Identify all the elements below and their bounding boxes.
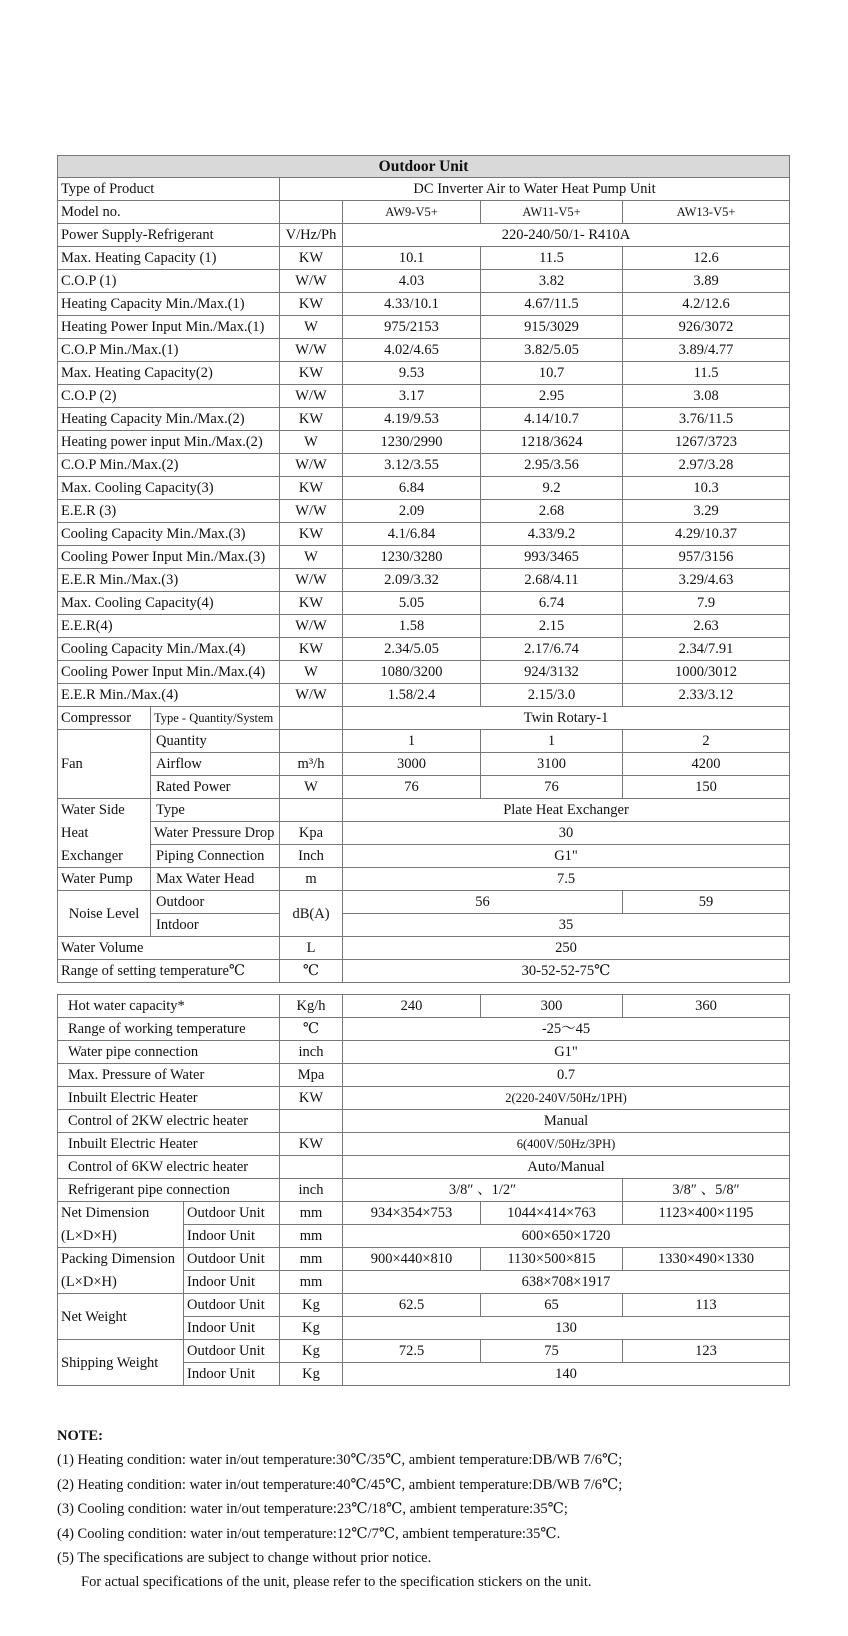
shipping-weight-label: Shipping Weight	[58, 1340, 184, 1386]
net-weight-indoor-value: 130	[343, 1317, 790, 1340]
water-volume-unit: L	[280, 937, 343, 960]
spec-row-label: Cooling Capacity Min./Max.(4)	[58, 638, 280, 661]
spec-row-label: Max. Cooling Capacity(4)	[58, 592, 280, 615]
spec-row-unit: KW	[280, 592, 343, 615]
max-water-head-unit: m	[280, 868, 343, 891]
heater-6kw-value: 6(400V/50Hz/3PH)	[343, 1133, 790, 1156]
control-2kw-label: Control of 2KW electric heater	[58, 1110, 280, 1133]
spec-row	[58, 592, 790, 615]
spec-row-unit: KW	[280, 523, 343, 546]
spec-row-value: 4.19/9.53	[343, 408, 481, 431]
heater-2kw-value: 2(220-240V/50Hz/1PH)	[343, 1087, 790, 1110]
spec-row-label: Heating Power Input Min./Max.(1)	[58, 316, 280, 339]
spec-row-value: 4.1/6.84	[343, 523, 481, 546]
water-side-type-label: Type	[151, 799, 280, 822]
note-line-2: (2) Heating condition: water in/out temperature:40℃/45℃, ambient temperature:DB/WB 7/6℃;	[57, 1476, 623, 1493]
net-weight-label: Net Weight	[58, 1294, 184, 1340]
fan-rated-power-aw11: 76	[481, 776, 623, 799]
packing-dimension-outdoor-unit: mm	[280, 1248, 343, 1271]
spec-row-value: 3.82	[481, 270, 623, 293]
spec-row-value: 4.29/10.37	[623, 523, 790, 546]
notes-section	[57, 1424, 817, 1595]
net-dimension-outdoor-aw11: 1044×414×763	[481, 1202, 623, 1225]
refrigerant-pipe-value-c: 3/8″ 、5/8″	[623, 1179, 790, 1202]
shipping-weight-outdoor-label: Outdoor Unit	[184, 1340, 280, 1363]
noise-outdoor-value-c: 59	[623, 891, 790, 914]
working-temp-unit: ℃	[280, 1018, 343, 1041]
spec-row-unit: KW	[280, 362, 343, 385]
spec-row-unit: W/W	[280, 615, 343, 638]
water-side-type-value: Plate Heat Exchanger	[343, 799, 790, 822]
spec-row	[58, 569, 790, 592]
spec-row	[58, 270, 790, 293]
net-dimension-label: Net Dimension	[58, 1202, 184, 1225]
spec-row-value: 915/3029	[481, 316, 623, 339]
packing-dimension-label: Packing Dimension	[58, 1248, 184, 1271]
spec-row	[58, 684, 790, 707]
spec-row-value: 11.5	[623, 362, 790, 385]
fan-rated-power-label: Rated Power	[151, 776, 280, 799]
max-water-head-label: Max Water Head	[151, 868, 280, 891]
spec-row	[58, 431, 790, 454]
heater-2kw-label: Inbuilt Electric Heater	[58, 1087, 280, 1110]
spec-row-value: 1.58	[343, 615, 481, 638]
spec-row	[58, 293, 790, 316]
note-line-1: (1) Heating condition: water in/out temperature:30℃/35℃, ambient temperature:DB/WB 7/6℃;	[57, 1452, 623, 1469]
compressor-label: Compressor	[58, 707, 151, 730]
spec-row-value: 2.17/6.74	[481, 638, 623, 661]
note-line-4: (4) Cooling condition: water in/out temperature:12℃/7℃, ambient temperature:35℃.	[57, 1525, 561, 1542]
noise-outdoor-label: Outdoor	[151, 891, 280, 914]
spec-row	[58, 638, 790, 661]
spec-row	[58, 500, 790, 523]
spec-row-value: 3.17	[343, 385, 481, 408]
max-pressure-label: Max. Pressure of Water	[58, 1064, 280, 1087]
net-weight-outdoor-aw11: 65	[481, 1294, 623, 1317]
type-of-product-label: Type of Product	[58, 178, 280, 201]
control-2kw-value: Manual	[343, 1110, 790, 1133]
spec-row-value: 975/2153	[343, 316, 481, 339]
shipping-weight-outdoor-aw11: 75	[481, 1340, 623, 1363]
spec-row-label: E.E.R Min./Max.(4)	[58, 684, 280, 707]
spec-row-label: Max. Heating Capacity(2)	[58, 362, 280, 385]
fan-airflow-unit: m³/h	[280, 753, 343, 776]
spec-row-value: 9.2	[481, 477, 623, 500]
water-pressure-drop-value: 30	[343, 822, 790, 845]
shipping-weight-indoor-unit: Kg	[280, 1363, 343, 1386]
spec-row-value: 6.74	[481, 592, 623, 615]
spec-row-unit: W/W	[280, 270, 343, 293]
spec-row-unit: W	[280, 431, 343, 454]
hot-water-capacity-unit: Kg/h	[280, 995, 343, 1018]
spec-row-value: 1080/3200	[343, 661, 481, 684]
shipping-weight-indoor-value: 140	[343, 1363, 790, 1386]
spec-row-unit: W/W	[280, 454, 343, 477]
spec-row-unit: W/W	[280, 569, 343, 592]
spec-row-label: C.O.P Min./Max.(2)	[58, 454, 280, 477]
model-aw11: AW11-V5+	[481, 201, 623, 224]
spec-row-value: 4.2/12.6	[623, 293, 790, 316]
setting-temp-label: Range of setting temperature℃	[58, 960, 280, 983]
spec-row-value: 4.67/11.5	[481, 293, 623, 316]
spec-row-label: C.O.P (1)	[58, 270, 280, 293]
spec-row-value: 4.03	[343, 270, 481, 293]
spec-row-label: E.E.R(4)	[58, 615, 280, 638]
indoor-spec-table	[57, 994, 790, 1386]
heater-6kw-unit: KW	[280, 1133, 343, 1156]
spec-row	[58, 546, 790, 569]
water-side-label-2: Heat	[58, 822, 151, 845]
spec-row-value: 3.08	[623, 385, 790, 408]
spec-row-value: 2.68	[481, 500, 623, 523]
water-pump-label: Water Pump	[58, 868, 151, 891]
compressor-sub: Type - Quantity/System	[151, 707, 280, 730]
spec-row-value: 2.63	[623, 615, 790, 638]
spec-row-label: Heating Capacity Min./Max.(2)	[58, 408, 280, 431]
spec-row-value: 7.9	[623, 592, 790, 615]
packing-dimension-outdoor-label: Outdoor Unit	[184, 1248, 280, 1271]
spec-row-value: 3.89/4.77	[623, 339, 790, 362]
spec-row-unit: W	[280, 661, 343, 684]
spec-row-value: 9.53	[343, 362, 481, 385]
net-weight-outdoor-aw9: 62.5	[343, 1294, 481, 1317]
spec-row-value: 3.12/3.55	[343, 454, 481, 477]
model-aw13: AW13-V5+	[623, 201, 790, 224]
spec-row-value: 2.15/3.0	[481, 684, 623, 707]
fan-label: Fan	[58, 730, 151, 799]
spec-row-value: 926/3072	[623, 316, 790, 339]
spec-row-unit: W/W	[280, 385, 343, 408]
working-temp-label: Range of working temperature	[58, 1018, 280, 1041]
spec-row	[58, 339, 790, 362]
spec-row-value: 1267/3723	[623, 431, 790, 454]
notes-heading: NOTE:	[57, 1428, 103, 1444]
water-pipe-label: Water pipe connection	[58, 1041, 280, 1064]
water-pressure-drop-label: Water Pressure Drop	[151, 822, 280, 845]
packing-dimension-outdoor-aw9: 900×440×810	[343, 1248, 481, 1271]
spec-row-unit: W/W	[280, 339, 343, 362]
spec-row-value: 1230/2990	[343, 431, 481, 454]
water-pipe-unit: inch	[280, 1041, 343, 1064]
fan-airflow-label: Airflow	[151, 753, 280, 776]
spec-row-value: 2.68/4.11	[481, 569, 623, 592]
spec-row-label: Max. Heating Capacity (1)	[58, 247, 280, 270]
spec-row-unit: W	[280, 316, 343, 339]
spec-row-value: 993/3465	[481, 546, 623, 569]
piping-connection-value: G1"	[343, 845, 790, 868]
spec-row-label: E.E.R Min./Max.(3)	[58, 569, 280, 592]
spec-row-unit: KW	[280, 477, 343, 500]
spec-row-value: 2.95	[481, 385, 623, 408]
refrigerant-pipe-unit: inch	[280, 1179, 343, 1202]
spec-row	[58, 316, 790, 339]
spec-row-label: C.O.P Min./Max.(1)	[58, 339, 280, 362]
packing-dimension-outdoor-aw13: 1330×490×1330	[623, 1248, 790, 1271]
spec-row-value: 12.6	[623, 247, 790, 270]
packing-dimension-indoor-unit: mm	[280, 1271, 343, 1294]
hot-water-capacity-label: Hot water capacity*	[58, 995, 280, 1018]
spec-row-value: 6.84	[343, 477, 481, 500]
spec-row-value: 2.09	[343, 500, 481, 523]
fan-rated-power-aw9: 76	[343, 776, 481, 799]
packing-dimension-indoor-label: Indoor Unit	[184, 1271, 280, 1294]
piping-connection-label: Piping Connection	[151, 845, 280, 868]
refrigerant-pipe-value-ab: 3/8″ 、1/2″	[343, 1179, 623, 1202]
compressor-value: Twin Rotary-1	[343, 707, 790, 730]
spec-row-value: 3.76/11.5	[623, 408, 790, 431]
max-pressure-value: 0.7	[343, 1064, 790, 1087]
table-title: Outdoor Unit	[58, 156, 790, 178]
packing-dimension-outdoor-aw11: 1130×500×815	[481, 1248, 623, 1271]
spec-row-value: 10.7	[481, 362, 623, 385]
water-volume-label: Water Volume	[58, 937, 280, 960]
hot-water-capacity-aw9: 240	[343, 995, 481, 1018]
net-dimension-outdoor-aw9: 934×354×753	[343, 1202, 481, 1225]
control-6kw-value: Auto/Manual	[343, 1156, 790, 1179]
spec-row	[58, 385, 790, 408]
spec-row-value: 2.34/5.05	[343, 638, 481, 661]
spec-row-unit: W/W	[280, 500, 343, 523]
fan-rated-power-unit: W	[280, 776, 343, 799]
spec-row-value: 2.33/3.12	[623, 684, 790, 707]
net-weight-indoor-label: Indoor Unit	[184, 1317, 280, 1340]
net-dimension-indoor-value: 600×650×1720	[343, 1225, 790, 1248]
setting-temp-value: 30-52-52-75℃	[343, 960, 790, 983]
water-volume-value: 250	[343, 937, 790, 960]
water-pipe-value: G1"	[343, 1041, 790, 1064]
spec-row-label: Max. Cooling Capacity(3)	[58, 477, 280, 500]
spec-row-value: 2.09/3.32	[343, 569, 481, 592]
spec-row-unit: KW	[280, 408, 343, 431]
spec-row-unit: W/W	[280, 684, 343, 707]
power-supply-value: 220-240/50/1- R410A	[343, 224, 790, 247]
spec-row-value: 3.89	[623, 270, 790, 293]
spec-row-label: Heating power input Min./Max.(2)	[58, 431, 280, 454]
spec-row-value: 5.05	[343, 592, 481, 615]
spec-row-value: 1218/3624	[481, 431, 623, 454]
note-line-5: (5) The specifications are subject to change without prior notice.	[57, 1550, 432, 1567]
spec-row-value: 1230/3280	[343, 546, 481, 569]
max-water-head-value: 7.5	[343, 868, 790, 891]
spec-row-unit: KW	[280, 293, 343, 316]
control-6kw-label: Control of 6KW electric heater	[58, 1156, 280, 1179]
spec-row-value: 3.29	[623, 500, 790, 523]
spec-row-value: 3.82/5.05	[481, 339, 623, 362]
packing-dimension-indoor-value: 638×708×1917	[343, 1271, 790, 1294]
spec-row-label: Heating Capacity Min./Max.(1)	[58, 293, 280, 316]
net-weight-outdoor-label: Outdoor Unit	[184, 1294, 280, 1317]
note-footer: For actual specifications of the unit, please refer to the specification stickers on the unit.	[81, 1574, 592, 1591]
fan-quantity-aw11: 1	[481, 730, 623, 753]
shipping-weight-outdoor-aw9: 72.5	[343, 1340, 481, 1363]
hot-water-capacity-aw11: 300	[481, 995, 623, 1018]
outdoor-unit-spec-table	[57, 155, 790, 707]
spec-row-value: 4.14/10.7	[481, 408, 623, 431]
spec-row-label: Cooling Power Input Min./Max.(4)	[58, 661, 280, 684]
spec-row-value: 11.5	[481, 247, 623, 270]
heater-6kw-label: Inbuilt Electric Heater	[58, 1133, 280, 1156]
fan-airflow-aw9: 3000	[343, 753, 481, 776]
spec-row-value: 4.33/10.1	[343, 293, 481, 316]
net-dimension-outdoor-label: Outdoor Unit	[184, 1202, 280, 1225]
fan-quantity-aw9: 1	[343, 730, 481, 753]
heater-2kw-unit: KW	[280, 1087, 343, 1110]
note-line-3: (3) Cooling condition: water in/out temperature:23℃/18℃, ambient temperature:35℃;	[57, 1501, 568, 1518]
shipping-weight-indoor-label: Indoor Unit	[184, 1363, 280, 1386]
water-side-label-1: Water Side	[58, 799, 151, 822]
outdoor-unit-spec-table-lower	[57, 706, 790, 983]
noise-indoor-value: 35	[343, 914, 790, 937]
water-side-label-3: Exchanger	[58, 845, 151, 868]
net-dimension-outdoor-aw13: 1123×400×1195	[623, 1202, 790, 1225]
fan-quantity-label: Quantity	[151, 730, 280, 753]
noise-unit: dB(A)	[280, 891, 343, 937]
spec-row-unit: W	[280, 546, 343, 569]
water-pressure-drop-unit: Kpa	[280, 822, 343, 845]
spec-row-label: E.E.R (3)	[58, 500, 280, 523]
spec-row-label: C.O.P (2)	[58, 385, 280, 408]
spec-row-value: 2.34/7.91	[623, 638, 790, 661]
noise-outdoor-value-ab: 56	[343, 891, 623, 914]
spec-row-value: 2.97/3.28	[623, 454, 790, 477]
noise-level-label: Noise Level	[58, 891, 151, 937]
noise-indoor-label: Intdoor	[151, 914, 280, 937]
spec-row	[58, 408, 790, 431]
spec-row-unit: KW	[280, 247, 343, 270]
spec-row	[58, 615, 790, 638]
model-no-label: Model no.	[58, 201, 280, 224]
fan-airflow-aw11: 3100	[481, 753, 623, 776]
spec-row-value: 1.58/2.4	[343, 684, 481, 707]
spec-row-value: 924/3132	[481, 661, 623, 684]
fan-rated-power-aw13: 150	[623, 776, 790, 799]
spec-row-value: 4.02/4.65	[343, 339, 481, 362]
spec-row-label: Cooling Power Input Min./Max.(3)	[58, 546, 280, 569]
setting-temp-unit: ℃	[280, 960, 343, 983]
spec-row	[58, 523, 790, 546]
refrigerant-pipe-label: Refrigerant pipe connection	[58, 1179, 280, 1202]
working-temp-value: -25～45	[343, 1018, 790, 1041]
spec-row	[58, 247, 790, 270]
spec-row-value: 1000/3012	[623, 661, 790, 684]
spec-row-value: 957/3156	[623, 546, 790, 569]
type-of-product-value: DC Inverter Air to Water Heat Pump Unit	[280, 178, 790, 201]
hot-water-capacity-aw13: 360	[623, 995, 790, 1018]
fan-airflow-aw13: 4200	[623, 753, 790, 776]
piping-connection-unit: Inch	[280, 845, 343, 868]
spec-row-value: 10.3	[623, 477, 790, 500]
spec-row	[58, 661, 790, 684]
max-pressure-unit: Mpa	[280, 1064, 343, 1087]
spec-row-value: 2.95/3.56	[481, 454, 623, 477]
spec-row	[58, 477, 790, 500]
spec-row	[58, 362, 790, 385]
fan-quantity-aw13: 2	[623, 730, 790, 753]
shipping-weight-outdoor-unit: Kg	[280, 1340, 343, 1363]
power-supply-label: Power Supply-Refrigerant	[58, 224, 280, 247]
shipping-weight-outdoor-aw13: 123	[623, 1340, 790, 1363]
net-weight-indoor-unit: Kg	[280, 1317, 343, 1340]
spec-row-value: 2.15	[481, 615, 623, 638]
model-aw9: AW9-V5+	[343, 201, 481, 224]
power-supply-unit: V/Hz/Ph	[280, 224, 343, 247]
spec-row	[58, 454, 790, 477]
net-dimension-indoor-unit: mm	[280, 1225, 343, 1248]
spec-row-value: 10.1	[343, 247, 481, 270]
spec-row-value: 4.33/9.2	[481, 523, 623, 546]
spec-row-label: Cooling Capacity Min./Max.(3)	[58, 523, 280, 546]
net-weight-outdoor-unit: Kg	[280, 1294, 343, 1317]
spec-row-value: 3.29/4.63	[623, 569, 790, 592]
packing-dimension-sublabel: (L×D×H)	[58, 1271, 184, 1294]
net-weight-outdoor-aw13: 113	[623, 1294, 790, 1317]
spec-row-unit: KW	[280, 638, 343, 661]
net-dimension-sublabel: (L×D×H)	[58, 1225, 184, 1248]
net-dimension-indoor-label: Indoor Unit	[184, 1225, 280, 1248]
net-dimension-outdoor-unit: mm	[280, 1202, 343, 1225]
